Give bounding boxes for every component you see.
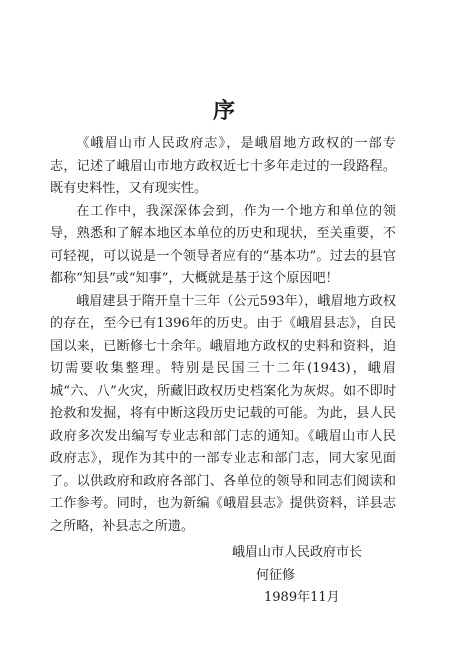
- paragraph-leadership: 在工作中，我深深体会到，作为一个地方和单位的领导，熟悉和了解本地区本单位的历史和现状，至关重要，不可轻视，可以说是一个领导者应有的“基本功”。过去的县官都称“知县”或“知事”，大概就是基于这个原因吧！: [50, 203, 396, 286]
- preface-body: [50, 133, 396, 538]
- paragraph-history: 峨眉建县于隋开皇十三年（公元593年），峨眉地方政权的存在，至今已有1396年的历史。由于《峨眉县志》，自民国以来，已断修七十余年。峨眉地方政权的史料和资料，迫切需要收集整理。特别是民国三十二年(1943)，峨眉城“六、八”火灾，所藏旧政权历史档案化为灰烬。如不即时抢救和发掘，将有中断这段历史记载的可能。为此，县人民政府多次发出编写专业志和部门志的通知。《峨眉山市人民政府志》，现作为其中的一部专业志和部门志，同大家见面了。以供政府和政府各部门、各单位的领导和同志们阅读和工作参考。同时，也为新编《峨眉县志》提供资料，详县志之所略，补县志之所遗。: [50, 293, 396, 534]
- signature-date: 1989年11月: [264, 590, 340, 605]
- signature-name: 何征修: [256, 567, 296, 583]
- preface-title: 序: [212, 98, 237, 124]
- signature-block: [232, 542, 432, 610]
- signature-organization: 峨眉山市人民政府市长: [232, 545, 363, 560]
- paragraph-intro: 《峨眉山市人民政府志》，是峨眉地方政权的一部专志，记述了峨眉山市地方政权近七十多年走过的一段路程。既有史料性，又有现实性。: [50, 136, 396, 196]
